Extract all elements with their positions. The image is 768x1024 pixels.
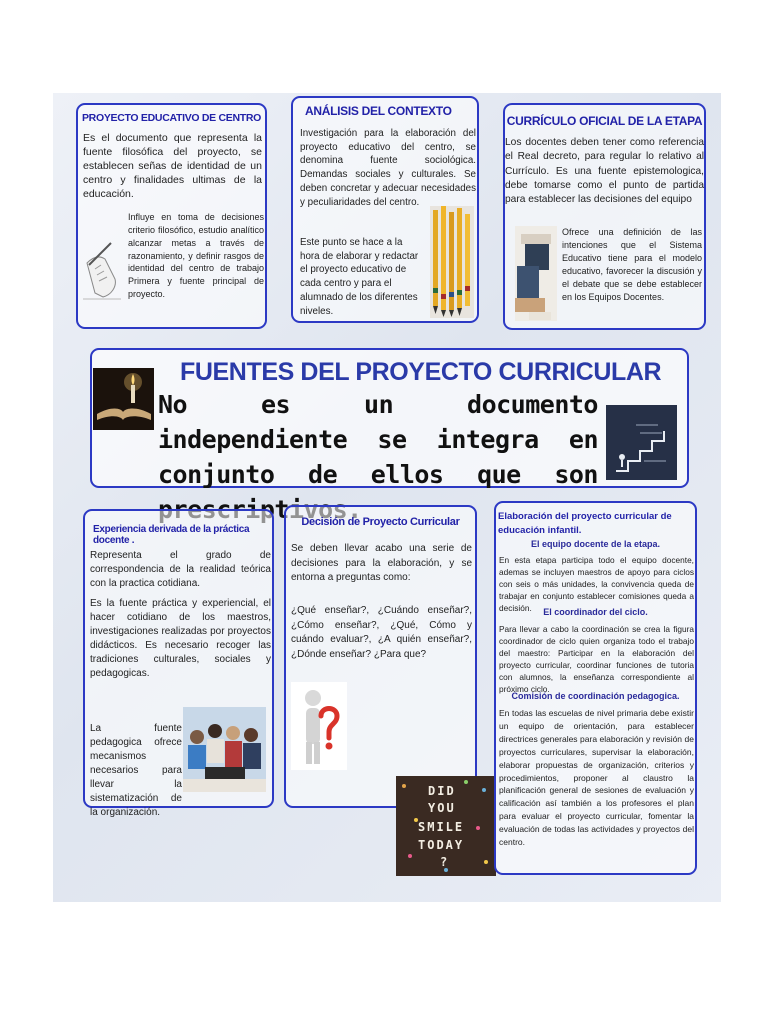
banner-fuentes [90, 348, 689, 488]
card-title: Experiencia derivada de la práctica docente . [93, 524, 250, 546]
person-reading-icon [515, 226, 557, 321]
card-proyecto-educativo [76, 103, 267, 329]
sign-word: SMILE [418, 820, 465, 834]
card-paragraph: En esta etapa participa todo el equipo docente, ademas se incluyen maestros de apoyo para ciclos con seis o más unidades, la convivencia queda de trabajar en conjunto establecer comisiones queda a decisión. [499, 555, 694, 614]
card-analisis-contexto [291, 96, 479, 323]
card-experiencia-docente [83, 509, 274, 818]
smile-letterboard-photo [396, 776, 496, 876]
sign-word: DID [428, 784, 456, 798]
candle-book-icon [93, 368, 154, 430]
card-title: Elaboración del proyecto curricular de educación infantil. [498, 511, 672, 537]
card-paragraph: En todas las escuelas de nivel primaria debe existir un equipo de orientación, para establecer directrices generales para elaboración y revisión de proyectos curriculares, supervisar la elaboración, elaborar propuestas de organización, criterios y procedimientos, proponer al claustro la planificación general de sesiones de evaluación y calificación así también a los profesores el plan para evaluar el proyecto curricular, fomentar la evaluación de todas las actividades y proyectos del centro. [499, 708, 694, 848]
card-decision-proyecto [284, 505, 477, 808]
hand-writing-icon [81, 235, 125, 305]
card-paragraph: Es la fuente práctica y experiencial, el hacer cotidiano de los maestros, investigaciones realizadas por proyectos didácticos. Es necesario recoger las tradiciones culturales, sociales y pedagogicas. [90, 598, 271, 679]
card-paragraph: Investigación para la elaboración del proyecto educativo del centro, se denomina fuente sociológica. Demandas sociales y culturales. Se deben concretar y adecuar necesidades y peculiaridades del centro. [300, 128, 476, 208]
banner-title: FUENTES DEL PROYECTO CURRICULAR [180, 358, 662, 386]
team-people-icon [183, 707, 266, 792]
question-person-icon [291, 682, 347, 770]
pencils-icon [430, 206, 474, 318]
card-paragraph: Los docentes deben tener como referencia el Real decreto, para regular lo relativo al Currículo. Es una fuente epistemologica, debe tomarse como el punto de partida para establecer las decisiones del equipo [505, 137, 704, 206]
card-elaboracion-infantil [494, 501, 697, 875]
card-paragraph: ¿Qué enseñar?, ¿Cuándo enseñar?, ¿Cómo enseñar?, ¿Qué, Cómo y cuándo evaluar?, ¿A quién enseñar?, ¿Dónde enseñar? ¿Para que? [291, 605, 472, 660]
sign-word: YOU [428, 801, 456, 815]
card-paragraph: Ofrece una definición de las intenciones que el Sistema Educativo tiene para el modelo educativo, favorecer la discusión y el debate que se debe establecer en los Equipos Docentes. [562, 227, 702, 303]
card-paragraph: Se deben llevar acabo una serie de decisiones para la elaboración, y se entorna a preguntas como: [291, 543, 472, 583]
card-paragraph: Representa el grado de correspondencia de la realidad teórica con la practica cotidiana. [90, 550, 271, 589]
sign-word: TODAY [418, 838, 465, 852]
card-curriculo-oficial [503, 103, 706, 330]
card-title: CURRÍCULO OFICIAL DE LA ETAPA [506, 114, 703, 128]
card-paragraph: Este punto se hace a la hora de elaborar y redactar el proyecto educativo de cada centro y para el alumnado de los diferentes niveles. [300, 237, 419, 317]
poster [53, 93, 721, 902]
card-title: ANÁLISIS DEL CONTEXTO [305, 104, 452, 118]
card-paragraph: La fuente pedagogica ofrece mecanismos necesarios para llevar la sistematización de la organización. [90, 723, 182, 818]
card-title: PROYECTO EDUCATIVO DE CENTRO [81, 112, 262, 124]
stairs-success-icon [606, 405, 677, 480]
card-paragraph: Es el documento que representa la fuente filosófica del proyecto, se establecen señas de identidad de un centro y finalidades ultimas de la educación. [83, 132, 262, 200]
card-paragraph: Para llevar a cabo la coordinación se crea la figura coordinador de ciclo quien organiza todo el trabajo del maestro: Participar en la elaboración del proyecto curricular, coordinar funciones de tutoria con alumnos, la enseñanza correspondiente al próximo ciclo. [499, 624, 694, 695]
banner-body: No es un documento independiente se integra en conjunto de ellos que son [158, 390, 598, 489]
card-title: Decisión de Proyecto Curricular [301, 516, 460, 528]
sign-word: ? [440, 855, 448, 869]
section-subtitle: El coordinador del ciclo. [543, 607, 648, 617]
card-paragraph: Influye en toma de decisiones criterio filosófico, estudio analítico alcanzar metas a través de razonamiento, y definir rasgos de identidad del centro de trabajo Primera y fuente principal de proyecto. [128, 212, 264, 300]
section-subtitle: Comisión de coordinación pedagogica. [511, 691, 680, 701]
section-subtitle: El equipo docente de la etapa. [530, 539, 661, 549]
